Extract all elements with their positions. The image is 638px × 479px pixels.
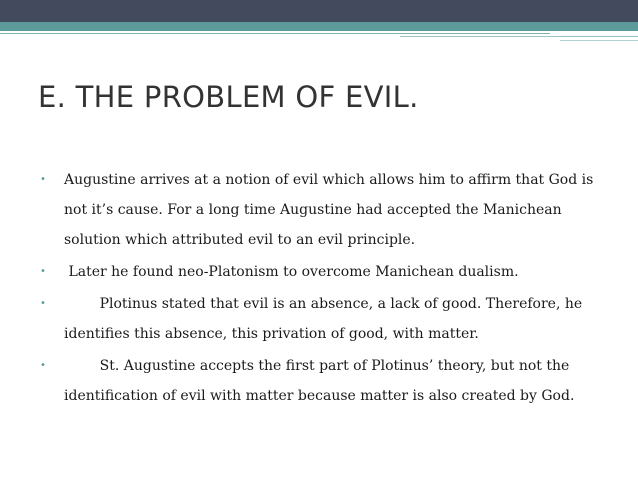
bullet-item: [40, 289, 600, 349]
header-teal-band: [0, 22, 638, 31]
bullet-item: [40, 351, 600, 411]
bullet-text: Plotinus stated that evil is an absence, a lack of good. Therefore, he identifies this absence, this privation of good, with matter.: [64, 296, 587, 342]
bullet-item: [40, 257, 600, 287]
bullet-dot-icon: •: [40, 266, 46, 277]
header-accent-line: [400, 36, 638, 37]
header-accent-line: [560, 40, 638, 41]
header-accent-line: [0, 33, 550, 34]
slide-title: E. THE PROBLEM OF EVIL.: [38, 80, 419, 114]
bullet-text: St. Augustine accepts the first part of Plotinus’ theory, but not the identification of evil with matter because matter is also created by God.: [64, 358, 575, 404]
bullet-dot-icon: •: [40, 360, 46, 371]
bullet-list: [40, 165, 600, 413]
bullet-text: Later he found neo-Platonism to overcome Manichean dualism.: [64, 264, 519, 280]
header-dark-band: [0, 0, 638, 22]
bullet-dot-icon: •: [40, 298, 46, 309]
bullet-dot-icon: •: [40, 174, 46, 185]
bullet-text: Augustine arrives at a notion of evil which allows him to affirm that God is not it’s cause. For a long time Augustine had accepted the Manichean solution which attributed evil to an evil principle.: [64, 172, 598, 248]
bullet-item: [40, 165, 600, 255]
